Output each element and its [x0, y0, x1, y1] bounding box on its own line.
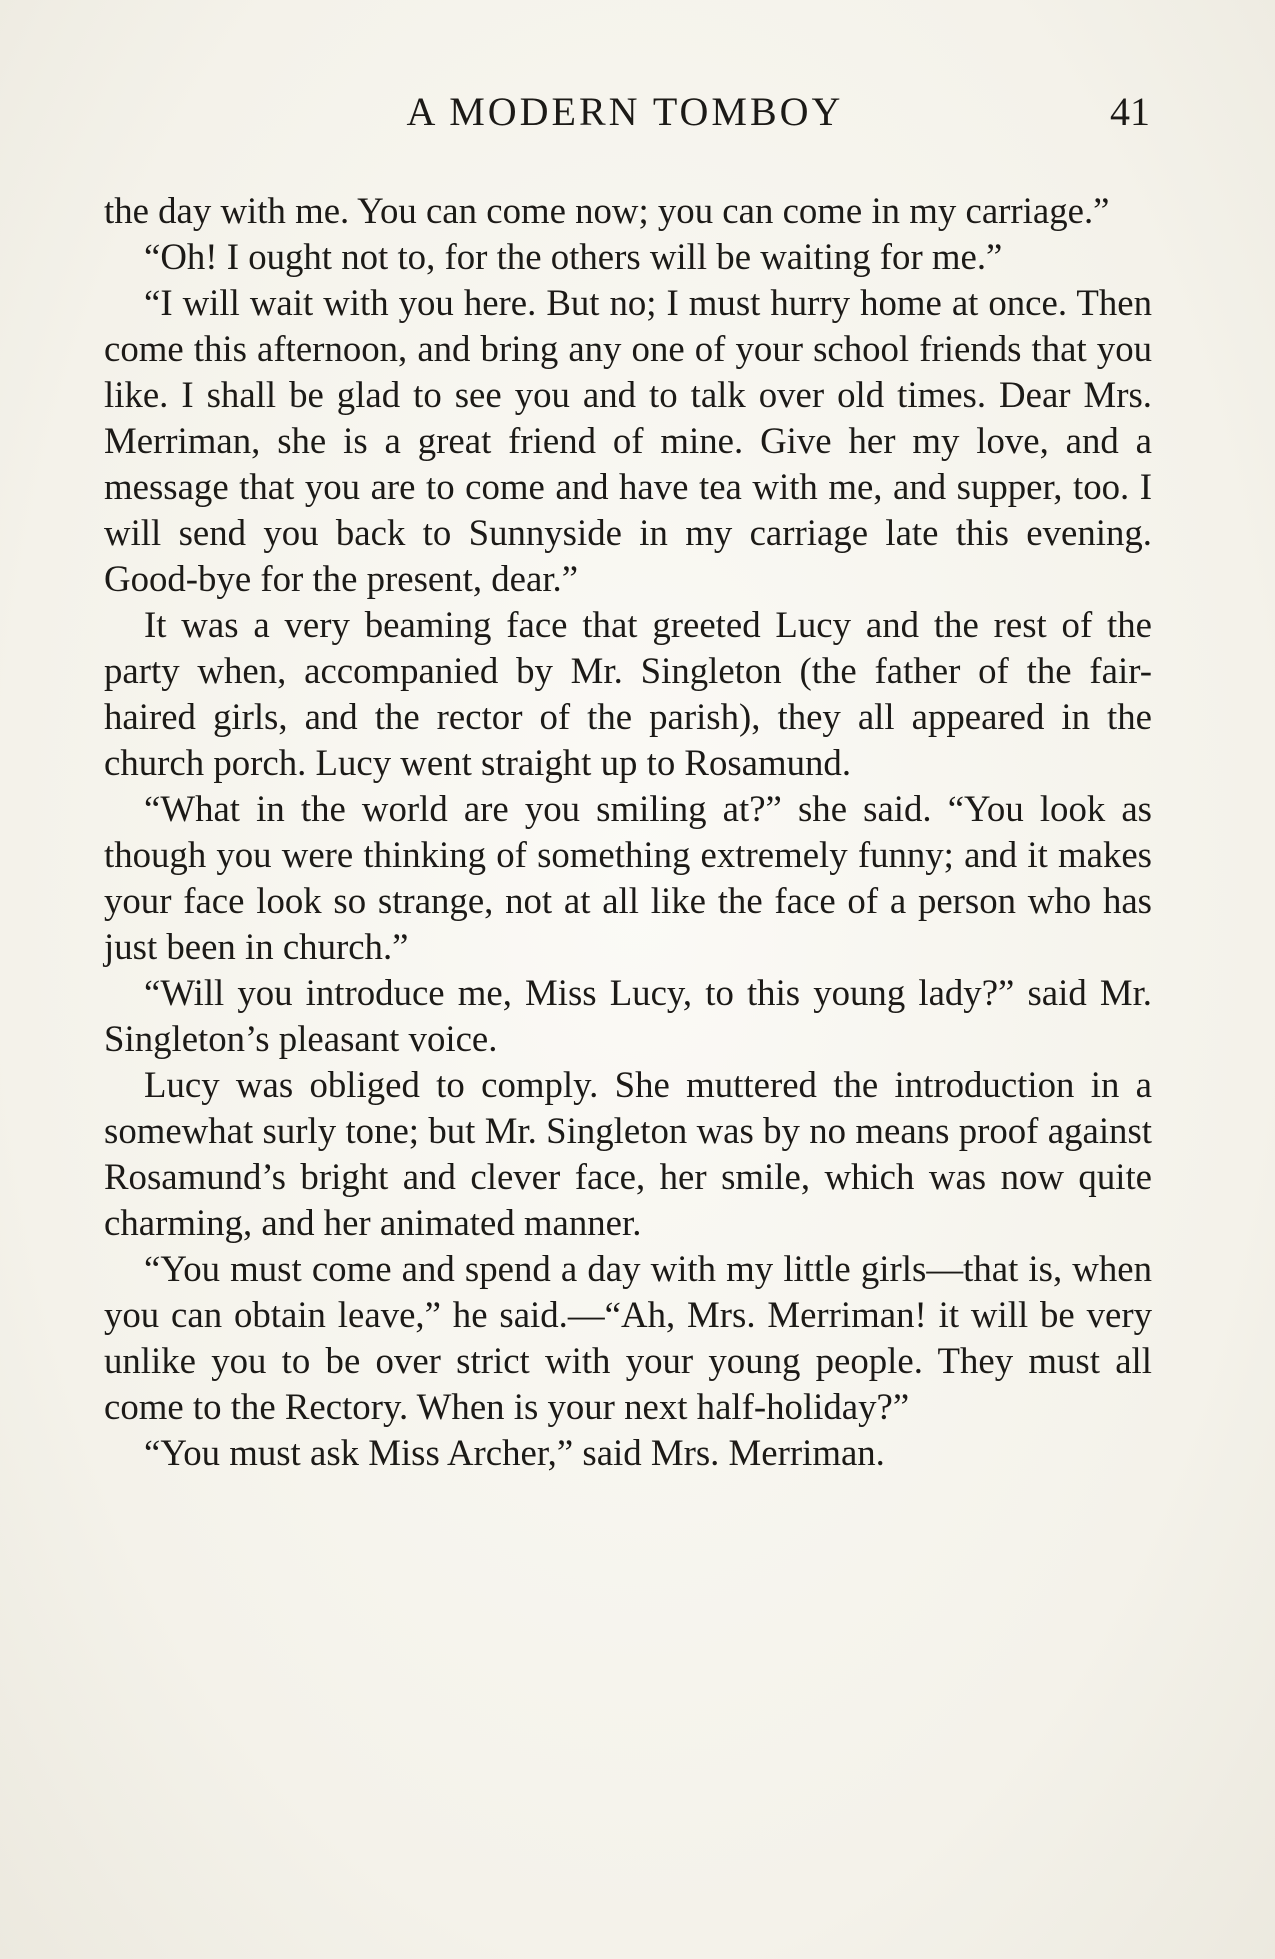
page-number: 41: [1110, 89, 1150, 134]
paragraph: the day with me. You can come now; you can come in my carriage.”: [104, 190, 1110, 231]
paragraph: “You must ask Miss Archer,” said Mrs. Merriman.: [144, 1432, 885, 1473]
paragraph: “I will wait with you here. But no; I must hurry home at once. Then come this afternoon, and bring any one of your school friends that you like. I shall be glad to see you and to talk over old times. Dear Mrs. Merriman, she is a great friend of mine. Give her my love, and a message that you are to come and have tea with me, and supper, too. I will send you back to Sunnyside in my carriage late this evening. Good-bye for the present, dear.”: [104, 282, 1152, 599]
paragraph: “What in the world are you smiling at?” she said. “You look as though you were thinking of something extremely funny; and it makes your face look so strange, not at all like the face of a person who has just been in church.”: [104, 788, 1152, 967]
paragraph: “Oh! I ought not to, for the others will be waiting for me.”: [144, 236, 1003, 277]
body-text: [104, 188, 1152, 1476]
page-header: [100, 88, 1150, 144]
running-title: A MODERN TOMBOY: [406, 89, 844, 134]
paragraph: “You must come and spend a day with my little girls—that is, when you can obtain leave,” he said.—“Ah, Mrs. Merriman! it will be very unlike you to be over strict with your young people. They must all come to the Rectory. When is your next half-holiday?”: [104, 1248, 1152, 1427]
paragraph: It was a very beaming face that greeted Lucy and the rest of the party when, accompanied by Mr. Singleton (the father of the fair-haired girls, and the rector of the parish), they all appeared in the church porch. Lucy went straight up to Rosamund.: [104, 604, 1152, 783]
paragraph: “Will you introduce me, Miss Lucy, to this young lady?” said Mr. Singleton’s pleasant voice.: [104, 972, 1152, 1059]
paragraph: Lucy was obliged to comply. She muttered the introduction in a somewhat surly tone; but Mr. Singleton was by no means proof against Rosamund’s bright and clever face, her smile, which was now quite charming, and her animated manner.: [104, 1064, 1152, 1243]
